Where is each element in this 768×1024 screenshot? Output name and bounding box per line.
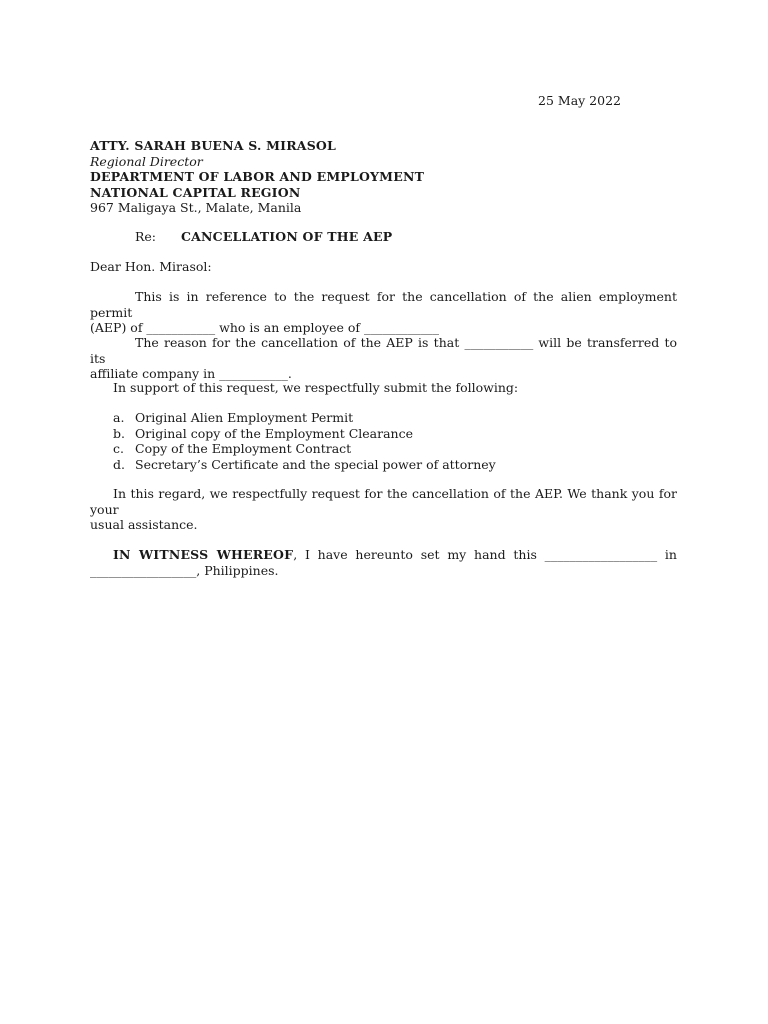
list-item: b. Original copy of the Employment Clearance <box>113 425 413 441</box>
list-item: a. Original Alien Employment Permit <box>113 410 354 425</box>
paragraph-reason-line-1: The reason for the cancellation of the AEP is that ___________ will be transferred to its <box>90 335 677 366</box>
paragraph-reference-line-1: This is in reference to the request for the cancellation of the alien employment permit <box>90 289 677 320</box>
list-item: d. Secretary’s Certificate and the special power of attorney <box>113 456 496 472</box>
paragraph-reference-line-2: (AEP) of ___________ who is an employee of ____________ <box>90 320 439 335</box>
recipient-title: Regional Director <box>90 153 203 169</box>
paragraph-witness <box>90 547 677 578</box>
recipient-block <box>90 138 424 216</box>
paragraph-witness-line-1: IN WITNESS WHEREOF, I have hereunto set my hand this __________________ in <box>113 547 677 562</box>
paragraph-request-line-2: usual assistance. <box>90 517 198 532</box>
paragraph-witness-line-2: _________________, Philippines. <box>90 562 279 578</box>
salutation: Dear Hon. Mirasol: <box>90 259 212 274</box>
paragraph-reason-line-2: affiliate company in ___________. <box>90 366 292 381</box>
witness-heading: IN WITNESS WHEREOF <box>113 547 294 562</box>
recipient-region: NATIONAL CAPITAL REGION <box>90 184 301 200</box>
subject-line <box>135 229 392 245</box>
recipient-department: DEPARTMENT OF LABOR AND EMPLOYMENT <box>90 169 425 184</box>
recipient-address: 967 Maligaya St., Malate, Manila <box>90 200 302 215</box>
letter-date: 25 May 2022 <box>538 93 621 108</box>
re-label: Re: <box>135 229 157 244</box>
recipient-name: ATTY. SARAH BUENA S. MIRASOL <box>90 138 336 153</box>
list-item: c. Copy of the Employment Contract <box>113 441 352 456</box>
subject-text: CANCELLATION OF THE AEP <box>181 229 393 244</box>
paragraph-request <box>90 486 677 533</box>
paragraph-request-line-1: In this regard, we respectfully request for the cancellation of the AEP. We thank you for your <box>90 486 677 517</box>
paragraph-support: In support of this request, we respectfully submit the following: <box>113 380 519 395</box>
document-list <box>113 410 496 472</box>
paragraph-reference <box>90 289 677 336</box>
paragraph-reason <box>90 335 677 382</box>
